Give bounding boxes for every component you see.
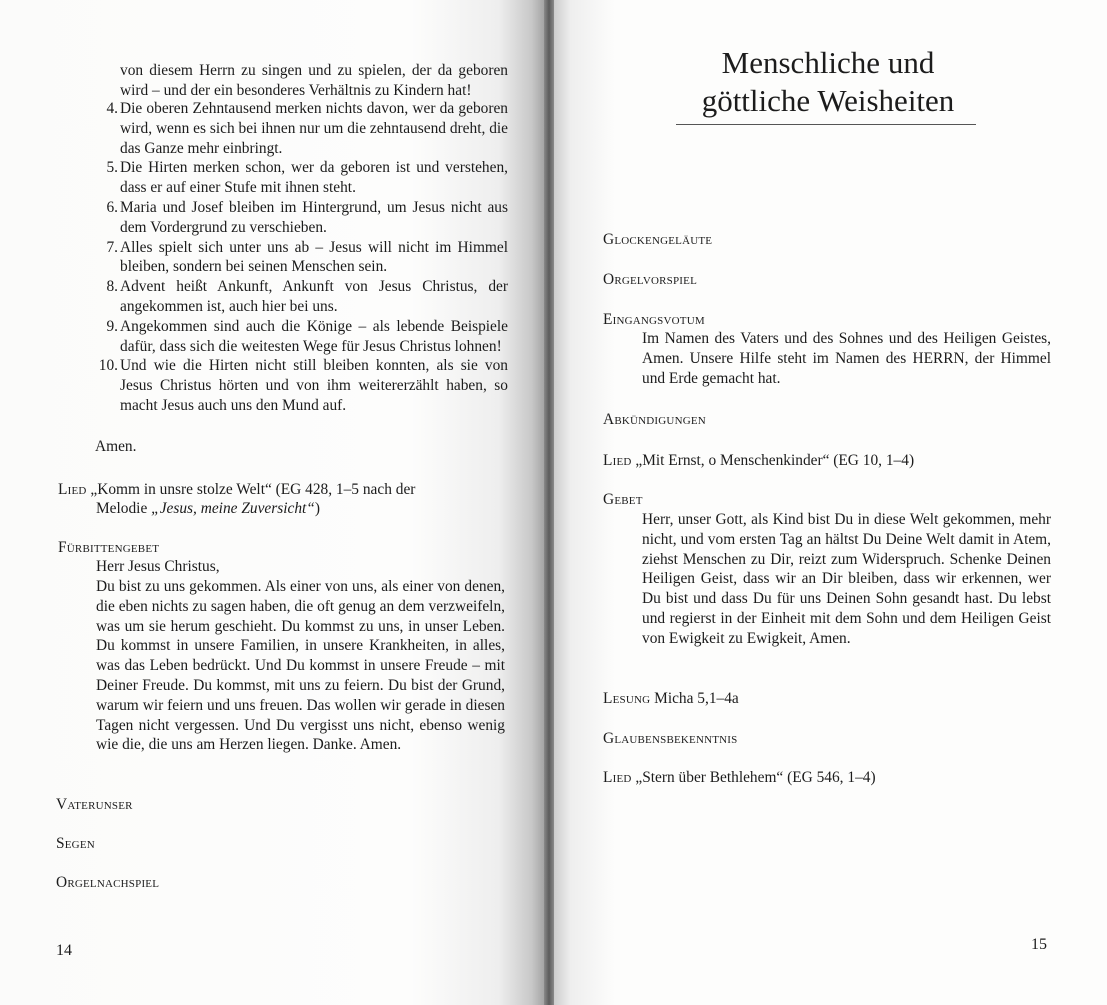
list-item-number: 5. xyxy=(106,159,118,177)
title-divider xyxy=(676,124,976,125)
list-item-text: Die Hirten merken schon, wer da geboren ist und verstehen, dass er auf einer Stufe mit ihnen steht. xyxy=(120,159,508,197)
book-gutter xyxy=(544,0,554,1005)
glaubensbekenntnis-heading: Glaubensbekenntnis xyxy=(603,730,738,747)
fuerbitte-salutation: Herr Jesus Christus, xyxy=(96,558,220,575)
left-page xyxy=(0,0,548,1005)
lied-entry xyxy=(58,480,518,500)
list-item xyxy=(94,198,508,238)
lied-title: „Mit Ernst, o Menschenkinder“ (EG 10, 1–4) xyxy=(635,452,915,469)
gebet-heading: Gebet xyxy=(603,491,643,508)
eingangsvotum-text: Im Namen des Vaters und des Sohnes und des Heiligen Geistes, Amen. Unsere Hilfe steht im Namen des HERRN, der Himmel und Erde gemacht hat. xyxy=(642,330,1051,387)
list-item-number: 10. xyxy=(98,357,118,375)
lied-title: „Stern über Bethlehem“ (EG 546, 1–4) xyxy=(635,769,876,786)
list-item-number: 8. xyxy=(106,278,118,296)
glocken-heading: Glockengeläute xyxy=(603,231,713,248)
list-item-text: Advent heißt Ankunft, Ankunft von Jesus Christus, der angekommen ist, auch hier bei uns. xyxy=(120,278,508,315)
title-line-2: göttliche Weisheiten xyxy=(701,83,955,118)
lied-label: Lied xyxy=(58,481,87,498)
amen-text: Amen. xyxy=(95,438,137,455)
lied-melodie xyxy=(96,499,320,519)
list-item xyxy=(94,158,508,198)
list-item xyxy=(94,277,508,317)
lesung-entry xyxy=(603,689,739,709)
list-item-text: Und wie die Hirten nicht still bleiben konnten, als sie von Jesus Christus hörten und von ihm weitererzählt haben, so macht Jesus auch uns den Mund auf. xyxy=(120,357,508,414)
list-item-number: 4. xyxy=(106,100,118,117)
list-item-text: Maria und Josef bleiben im Hintergrund, um Jesus nicht aus dem Vordergrund zu verschieben. xyxy=(120,198,508,236)
list-item-number: 6. xyxy=(106,198,118,216)
lesung-text: Micha 5,1–4a xyxy=(654,690,739,707)
lied-entry-2 xyxy=(603,768,876,788)
segen-heading: Segen xyxy=(56,835,95,852)
fuerbitte-text: Du bist zu uns gekommen. Als einer von uns, als einer von denen, die eben nichts zu sagen haben, die oft genug an dem verzweifeln, was um sie herum geschieht. Du kommst zu uns, in unser Leben. Du kommst in unsere Familien, in unsere Krankheiten, in alles, was das Leben bedrückt. Und Du kommst in unsere Freude – mit Deiner Freude. Du kommst, mit uns zu feiern. Du bist der Grund, warum wir feiern und uns freuen. Das wollen wir gerade in diesen Tagen nicht vergessen. Und Du vergisst uns nicht, ebenso wenig wie die, die uns am Herzen liegen. Danke. Amen. xyxy=(96,578,505,754)
vaterunser-heading: Vaterunser xyxy=(56,796,133,813)
lied-title: „Komm in unsre stolze Welt“ (EG 428, 1–5 nach der xyxy=(90,481,416,498)
orgelvorspiel-heading: Orgelvorspiel xyxy=(603,271,697,288)
list-item-number: 9. xyxy=(106,317,118,335)
lied-label: Lied xyxy=(603,769,632,786)
orgelnachspiel-heading: Orgelnachspiel xyxy=(56,874,160,891)
melodie-prefix: Melodie xyxy=(96,500,152,517)
list-item-text: Die oberen Zehntausend merken nichts davon, wer da geboren wird, wenn es sich bei ihnen nur um die zehntausend dreht, die das Ganze mehr einbringt. xyxy=(120,100,508,157)
fuerbitte-heading: Fürbittengebet xyxy=(58,539,160,556)
list-item xyxy=(94,238,508,278)
list-item-text: Angekommen sind auch die Könige – als lebende Beispiele dafür, dass sich die weitesten Wege für Jesus Christus lohnen! xyxy=(120,317,508,355)
lied-entry-1 xyxy=(603,451,914,471)
abkuendigungen-heading: Abkündigungen xyxy=(603,411,706,428)
lesung-label: Lesung xyxy=(603,690,651,707)
list-item-number: 7. xyxy=(106,238,118,256)
list-item-text: Alles spielt sich unter uns ab – Jesus will nicht im Himmel bleiben, sondern bei seinen Menschen sein. xyxy=(120,238,508,276)
gebet-text: Herr, unser Gott, als Kind bist Du in diese Welt gekommen, mehr nicht, und vom ersten Tag an hältst Du Deine Welt damit in Atem, ziehst Menschen zu Dir, reizt zum Widerspruch. Schenke Deinen Heiligen Geist, dass wir an Dir bleiben, dass wir erkennen, wer Du bist und dass Du für uns Deinen Sohn gesandt hast. Du lebst und regierst in der Einheit mit dem Sohn und dem Heiligen Geist von Ewigkeit zu Ewigkeit, Amen. xyxy=(642,511,1051,647)
list-item xyxy=(94,99,508,158)
title-line-1: Menschliche und xyxy=(721,45,935,80)
right-page xyxy=(548,0,1107,1005)
lied-label: Lied xyxy=(603,452,632,469)
numbered-list xyxy=(94,99,508,416)
page-number-left: 14 xyxy=(56,942,72,959)
eingangsvotum-heading: Eingangsvotum xyxy=(603,311,705,328)
page-title xyxy=(628,44,1028,120)
melodie-suffix: ) xyxy=(314,500,321,517)
melodie-name: „Jesus, meine Zuversicht“ xyxy=(151,500,315,517)
continuation-text: von diesem Herrn zu singen und zu spielen, der da geboren wird – und der ein besonderes Verhältnis zu Kindern hat! xyxy=(120,62,508,99)
page-number-right: 15 xyxy=(1031,936,1047,953)
list-item xyxy=(94,317,508,357)
list-item xyxy=(94,356,508,415)
